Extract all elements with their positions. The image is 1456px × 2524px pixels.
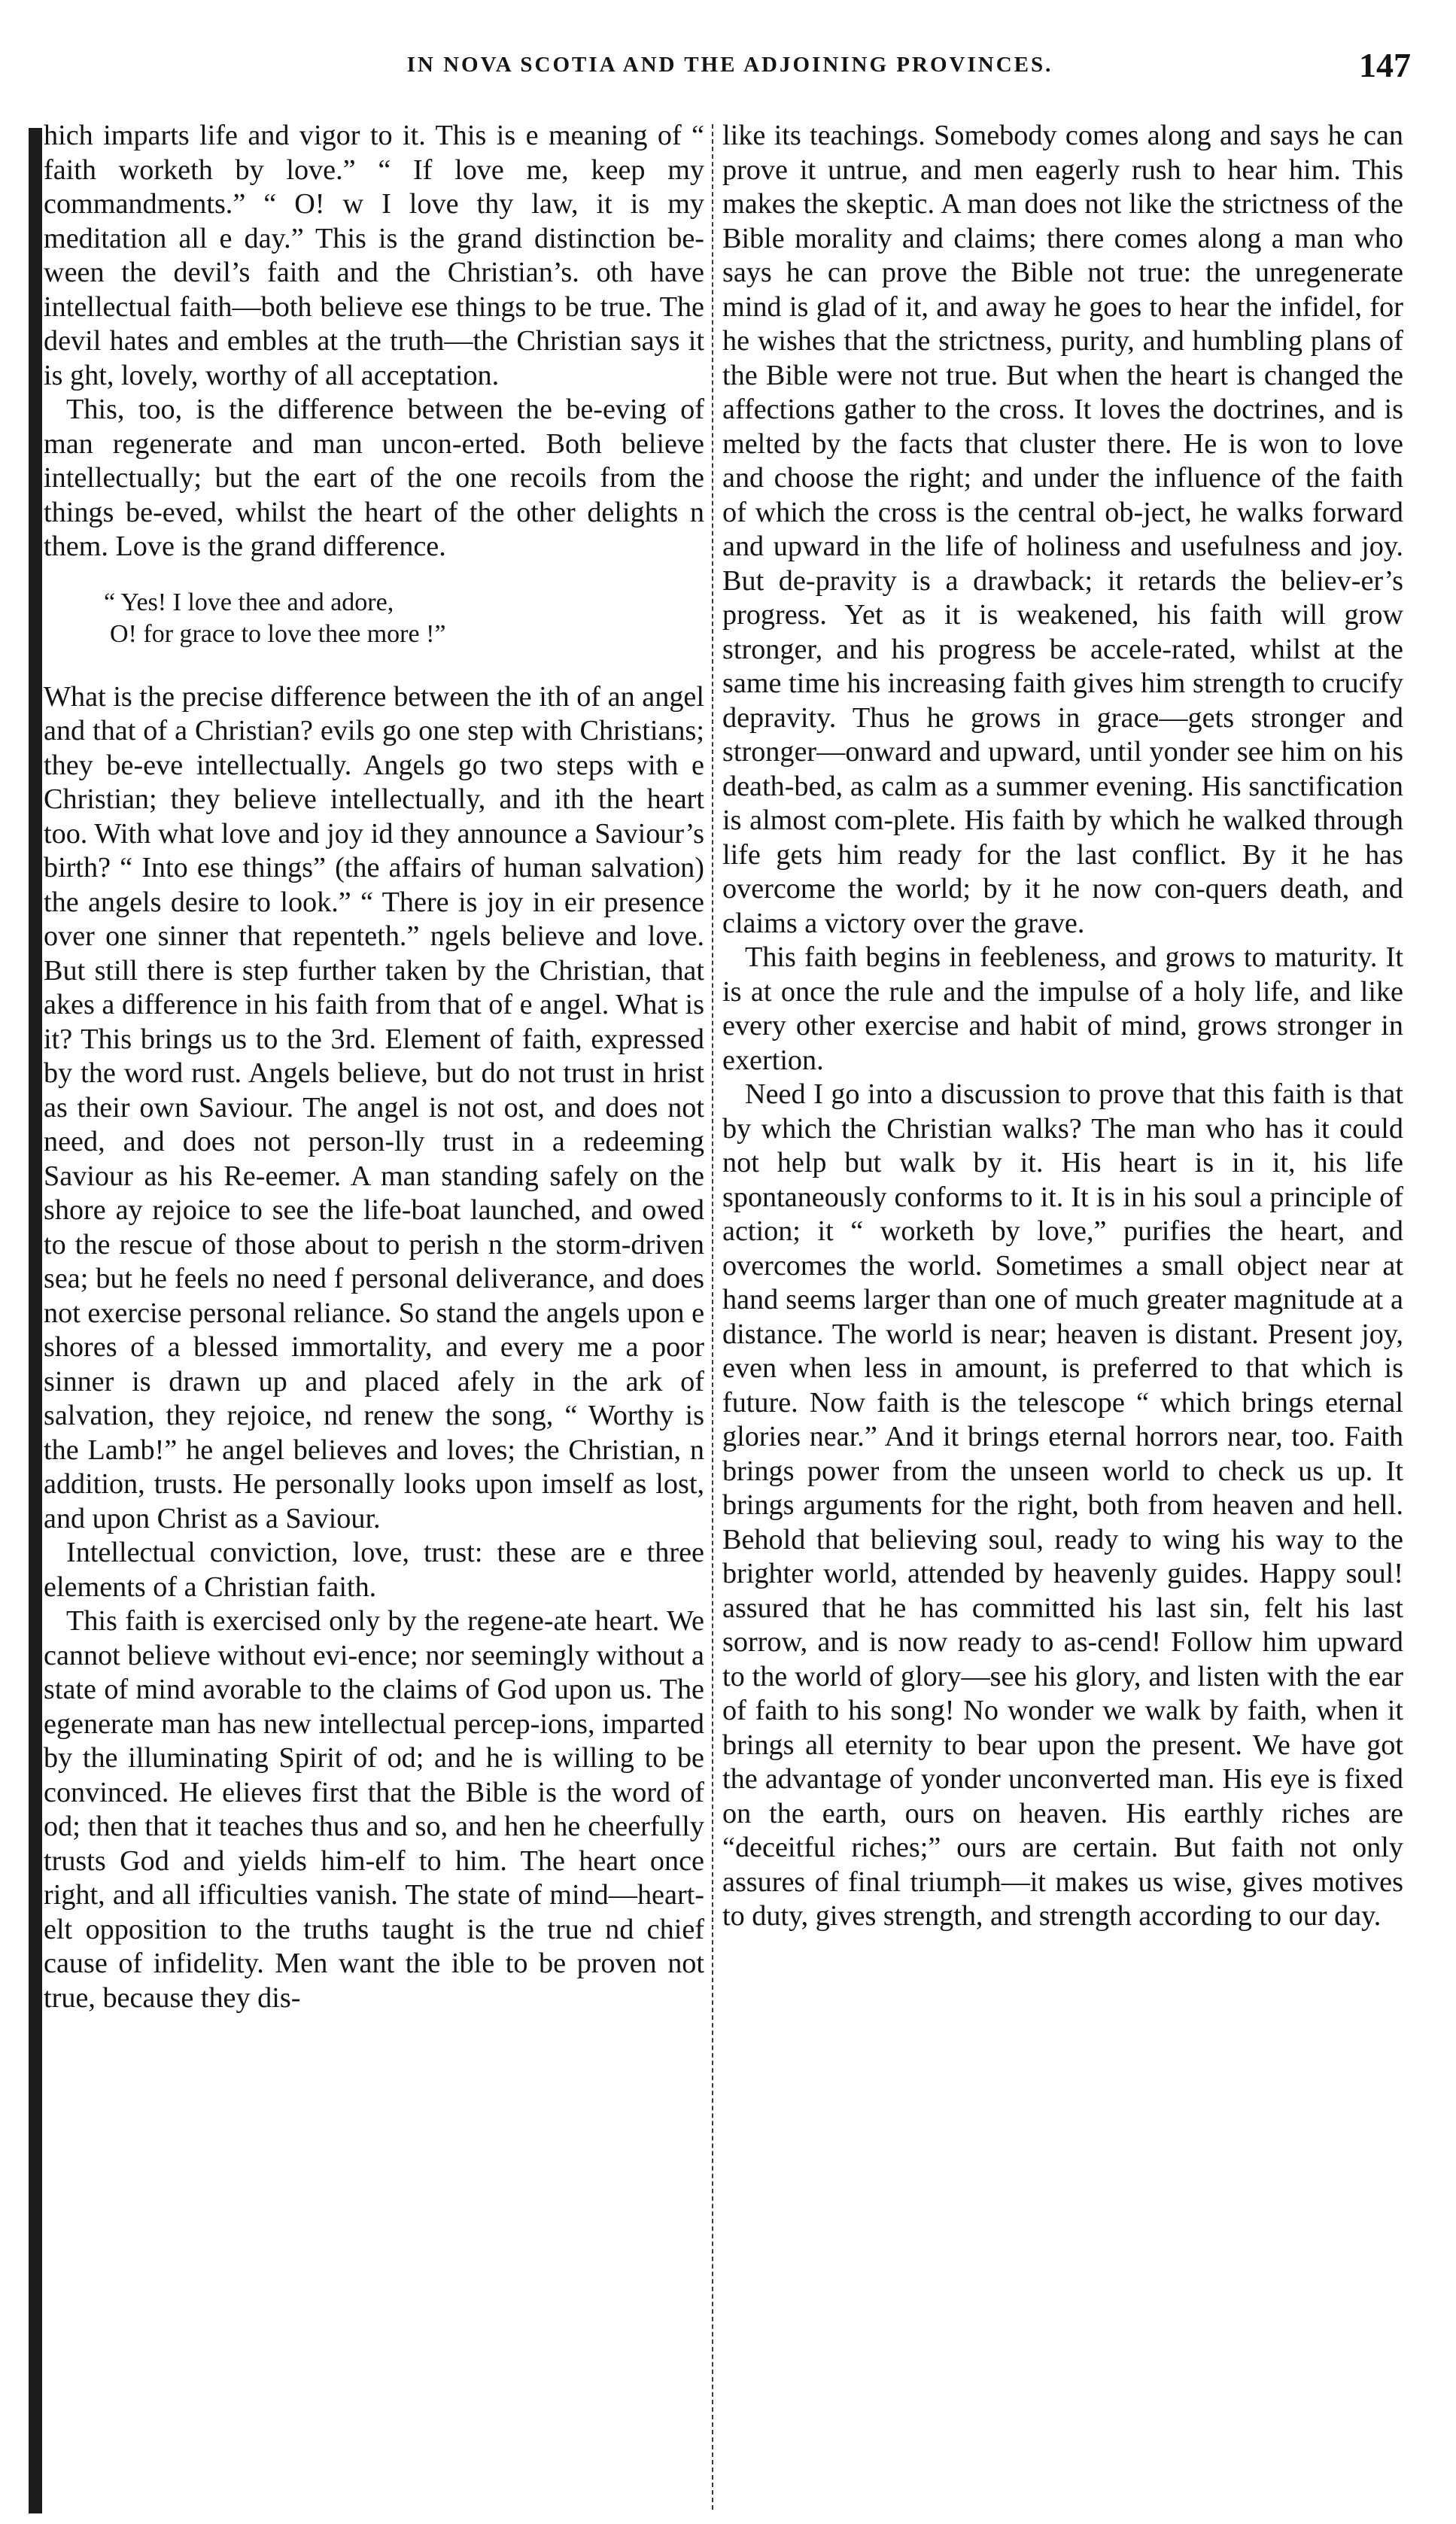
paragraph: Intellectual conviction, love, trust: these are e three elements of a Christian faith. — [44, 1537, 704, 1603]
quote-line: “ Yes! I love thee and adore, — [104, 588, 394, 616]
running-title: IN NOVA SCOTIA AND THE ADJOINING PROVINCES. — [406, 53, 1053, 77]
hymn-quote — [104, 587, 704, 650]
binding-shadow — [29, 128, 42, 2513]
column-divider — [712, 124, 713, 2510]
right-column — [722, 119, 1403, 2508]
paragraph: hich imparts life and vigor to it. This is e meaning of “ faith worketh by love.” “ If love me, keep my commandments.” “ O! w I love thy law, it is my meditation all e day.” This is the grand distinction be-ween the devil’s faith and the Christian’s. oth have intellectual faith—both believe ese things to be true. The devil hates and embles at the truth—the Christian says it is ght, lovely, worthy of all acceptation. — [44, 120, 704, 391]
left-column — [44, 119, 704, 2508]
paragraph: What is the precise difference between the ith of an angel and that of a Christian? evils go one step with Christians; they be-eve intellectually. Angels go two steps with e Christian; they believe intellectually, and ith the heart too. With what love and joy id they announce a Saviour’s birth? “ Into ese things” (the affairs of human salvation) the angels desire to look.” “ There is joy in eir presence over one sinner that repenteth.” ngels believe and love. But still there is step further taken by the Christian, that akes a difference in his faith from that of e angel. What is it? This brings us to the 3rd. Element of faith, expressed by the word rust. Angels believe, but do not trust in hrist as their own Saviour. The angel is not ost, and does not need, and does not person-lly trust in a redeeming Saviour as his Re-eemer. A man standing safely on the shore ay rejoice to see the life-boat launched, and owed to the rescue of those about to perish n the storm-driven sea; but he feels no need f personal deliverance, and does not exercise personal reliance. So stand the angels upon e shores of a blessed immortality, and every me a poor sinner is drawn up and placed afely in the ark of salvation, they rejoice, nd renew the song, “ Worthy is the Lamb!” he angel believes and loves; the Christian, n addition, trusts. He personally looks upon imself as lost, and upon Christ as a Saviour. — [44, 680, 704, 1534]
paragraph: Need I go into a discussion to prove that this faith is that by which the Christian walks? The man who has it could not help but walk by it. His heart is in it, his life spontaneously conforms to it. It is in his soul a principle of action; it “ worketh by love,” purifies the heart, and overcomes the world. Sometimes a small object near at hand seems larger than one of much greater magnitude at a distance. The world is near; heaven is distant. Present joy, even when less in amount, is preferred to that which is future. Now faith is the telescope “ which brings eternal glories near.” And it brings eternal horrors near, too. Faith brings power from the unseen world to check us up. It brings arguments for the right, both from heaven and hell. Behold that believing soul, ready to wing his way to the brighter world, attended by heavenly guides. Happy soul! assured that he has committed his last sin, felt his last sorrow, and is now ready to as-cend! Follow him upward to the world of glory—see his glory, and listen with the ear of faith to his song! No wonder we walk by faith, when it brings all eternity to bear upon the present. We have got the advantage of yonder unconverted man. His eye is fixed on the earth, ours on heaven. His earthly riches are “deceitful riches;” ours are certain. But faith not only assures of final triumph—it makes us wise, gives motives to duty, gives strength, and strength according to our day. — [722, 1078, 1403, 1932]
paragraph: This faith is exercised only by the regene-ate heart. We cannot believe without evi-ence; nor seemingly without a state of mind avorable to the claims of God upon us. The egenerate man has new intellectual percep-ions, imparted by the illuminating Spirit of od; and he is willing to be convinced. He elieves first that the Bible is the word of od; then that it teaches thus and so, and hen he cheerfully trusts God and yields him-elf to him. The heart once right, and all ifficulties vanish. The state of mind—heart-elt opposition to the truths taught is the true nd chief cause of infidelity. Men want the ible to be proven not true, because they dis- — [44, 1605, 704, 2014]
paragraph: This, too, is the difference between the be-eving of man regenerate and man uncon-erted. Both believe intellectually; but the eart of the one recoils from the things be-eved, whilst the heart of the other delights n them. Love is the grand difference. — [44, 394, 704, 562]
paragraph: like its teachings. Somebody comes along and says he can prove it untrue, and men eagerly rush to hear him. This makes the skeptic. A man does not like the strictness of the Bible morality and claims; there comes along a man who says he can prove the Bible not true: the unregenerate mind is glad of it, and away he goes to hear the infidel, for he wishes that the strictness, purity, and humbling plans of the Bible were not true. But when the heart is changed the affections gather to the cross. It loves the doctrines, and is melted by the facts that cluster there. He is won to love and choose the right; and under the influence of the faith of which the cross is the central ob-ject, he walks forward and upward in the life of holiness and usefulness and joy. But de-pravity is a drawback; it retards the believ-er’s progress. Yet as it is weakened, his faith will grow stronger, and his progress be accele-rated, whilst at the same time his increasing faith gives him strength to crucify depravity. Thus he grows in grace—gets stronger and stronger—onward and upward, until yonder see him on his death-bed, as calm as a summer evening. His sanctification is almost com-plete. His faith by which he walked through life gets him ready for the last conflict. By it he has overcome the world; by it he now con-quers death, and claims a victory over the grave. — [722, 120, 1403, 939]
page-number: 147 — [1359, 46, 1411, 84]
quote-line: O! for grace to love thee more !” — [110, 619, 446, 648]
paragraph: This faith begins in feebleness, and grows to maturity. It is at once the rule and the impulse of a holy life, and like every other exercise and habit of mind, grows stronger in exertion. — [722, 941, 1403, 1076]
